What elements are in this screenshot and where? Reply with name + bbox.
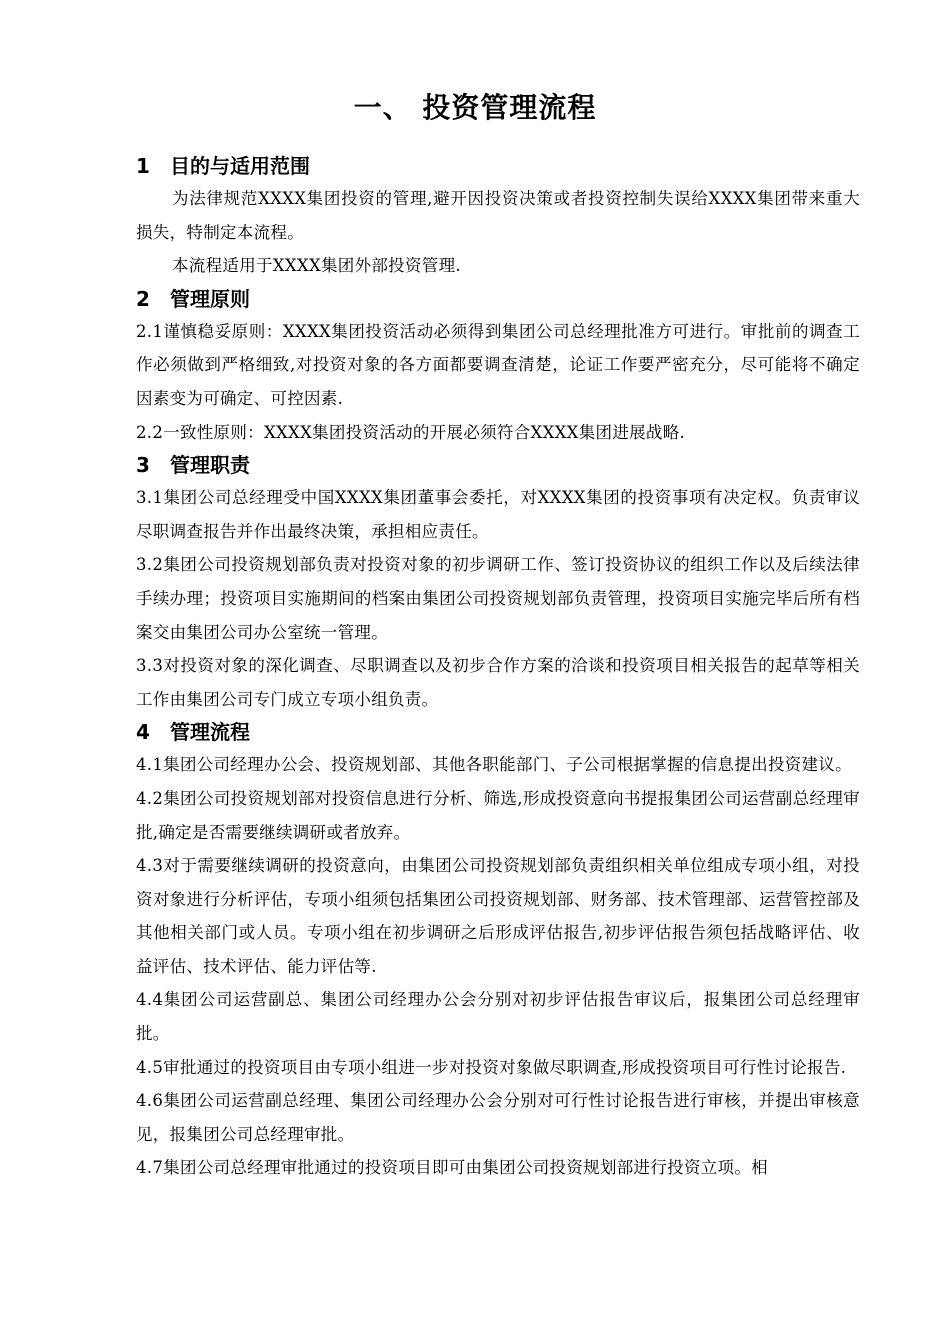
paragraph: 为法律规范XXXX集团投资的管理,避开因投资决策或者投资控制失误给XXXX集团带来重大损失，特制定本流程。 (136, 189, 860, 242)
section-title: 目的与适用范围 (170, 154, 310, 178)
paragraph: 4.3对于需要继续调研的投资意向，由集团公司投资规划部负责组织相关单位组成专项小组，对投资对象进行分析评估，专项小组须包括集团公司投资规划部、财务部、技术管理部、运营管控部及其他相关部门或人员。专项小组在初步调研之后形成评估报告,初步评估报告须包括战略评估、收益评估、技术评估、能力评估等. (136, 856, 860, 976)
paragraph: 4.1集团公司经理办公会、投资规划部、其他各职能部门、子公司根据掌握的信息提出投资建议。 (136, 755, 852, 775)
section-number: 1 (136, 154, 150, 178)
document-body (136, 150, 860, 1185)
paragraph: 4.6集团公司运营副总经理、集团公司经理办公会分别对可行性讨论报告进行审核，并提出审核意见，报集团公司总经理审批。 (136, 1091, 860, 1144)
section-heading (136, 716, 860, 748)
section-heading (136, 150, 860, 182)
section-title: 管理流程 (170, 720, 250, 745)
paragraph: 3.1集团公司总经理受中国XXXX集团董事会委托，对XXXX集团的投资事项有决定权。负责审议尽职调查报告并作出最终决策，承担相应责任。 (136, 488, 860, 541)
paragraph: 2.2一致性原则：XXXX集团投资活动的开展必须符合XXXX集团进展战略. (136, 422, 686, 442)
section-number: 4 (136, 720, 150, 745)
paragraph: 4.5审批通过的投资项目由专项小组进一步对投资对象做尽职调查,形成投资项目可行性讨论报告. (136, 1057, 847, 1077)
paragraph: 4.4集团公司运营副总、集团公司经理办公会分别对初步评估报告审议后，报集团公司总经理审批。 (136, 990, 860, 1044)
paragraph: 4.2集团公司投资规划部对投资信息进行分析、筛选,形成投资意向书提报集团公司运营副总经理审批,确定是否需要继续调研或者放弃。 (136, 788, 860, 842)
section-number: 2 (136, 286, 150, 311)
paragraph: 3.2集团公司投资规划部负责对投资对象的初步调研工作、签订投资协议的组织工作以及后续法律手续办理；投资项目实施期间的档案由集团公司投资规划部负责管理，投资项目实施完毕后所有档案交由集团公司办公室统一管理。 (136, 555, 860, 642)
paragraph: 3.3对投资对象的深化调查、尽职调查以及初步合作方案的洽谈和投资项目相关报告的起草等相关工作由集团公司专门成立专项小组负责。 (136, 656, 860, 709)
section-title: 管理原则 (170, 286, 250, 311)
section-number: 3 (136, 453, 150, 478)
section-principles (136, 283, 860, 449)
section-heading (136, 283, 860, 315)
section-process (136, 716, 860, 1185)
paragraph: 本流程适用于XXXX集团外部投资管理. (172, 256, 461, 276)
document-title: 一、 投资管理流程 (353, 91, 597, 124)
paragraph: 4.7集团公司总经理审批通过的投资项目即可由集团公司投资规划部进行投资立项。相 (136, 1158, 768, 1178)
section-purpose (136, 150, 860, 283)
section-responsibilities (136, 449, 860, 716)
paragraph: 2.1谨慎稳妥原则：XXXX集团投资活动必须得到集团公司总经理批准方可进行。审批前的调查工作必须做到严格细致,对投资对象的各方面都要调查清楚，论证工作要严密充分，尽可能将不确定因素变为可确定、可控因素. (136, 321, 860, 408)
section-title: 管理职责 (170, 453, 250, 478)
section-heading (136, 449, 860, 481)
